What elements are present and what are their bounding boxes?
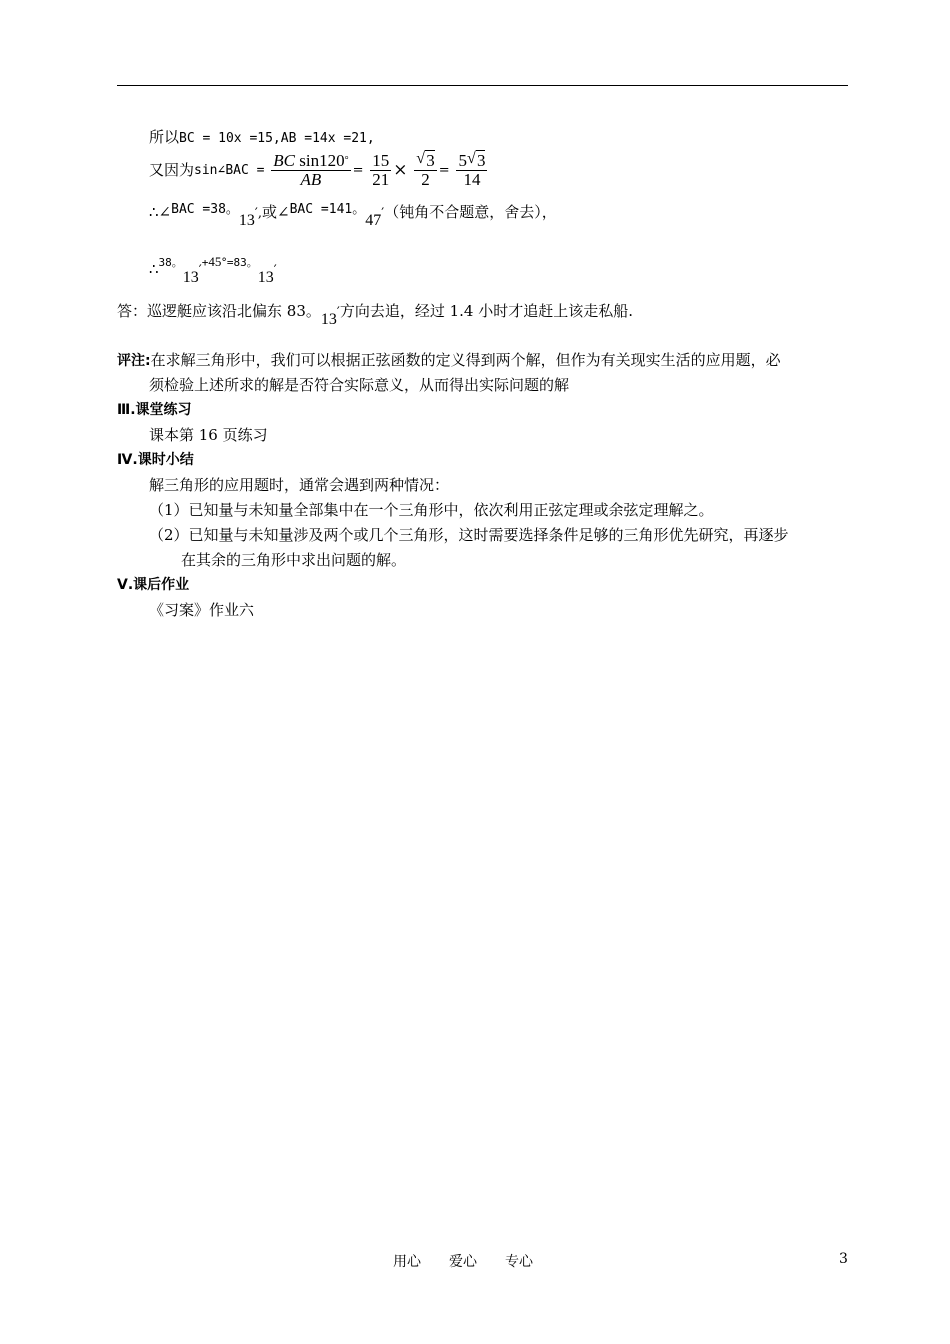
- header-rule: [117, 85, 848, 86]
- line-comment-continued: 须检验上述所求的解是否符合实际意义，从而得出实际问题的解: [149, 376, 570, 394]
- line-angle-solutions: ∴∠BAC =38。13′,或∠BAC =141。47′（钝角不合题意，舍去），: [149, 202, 557, 229]
- line-sin-bac-formula: 又因为sin∠BAC = $\frac{BC \sin 120^\circ}{AB}$ = $\frac{15}{21}$ × √ 3 2 = 5 √ 3 14: [149, 150, 486, 189]
- line-homework-text: 《习案》作业六: [149, 601, 255, 619]
- line-summary-case-2-continued: 在其余的三角形中求出问题的解。: [181, 551, 407, 569]
- footer-motto: 用心 爱心 专心: [393, 1254, 533, 1270]
- sqrt-symbol: √ 3: [416, 150, 435, 170]
- fraction-sqrt3-over-2: √ 3 2: [416, 150, 435, 189]
- line-exercise-text: 课本第 16 页练习: [149, 426, 268, 444]
- section-homework: Ⅴ.课后作业: [117, 577, 190, 593]
- line-summary-case-1: （1）已知量与未知量全部集中在一个三角形中，依次利用正弦定理或余弦定理解之。: [149, 501, 714, 519]
- section-lesson-summary: Ⅳ.课时小结: [117, 452, 194, 468]
- line-bearing-sum: $\therefore^{38。}13'^+45^{^\circ=83。}13'$: [149, 254, 277, 286]
- section-class-exercise: Ⅲ.课堂练习: [117, 402, 192, 418]
- fraction-5sqrt3-over-14: 5 √ 3 14: [458, 150, 486, 189]
- line-answer: 答：巡逻艇应该沿北偏东 83。13′方向去追，经过 1.4 小时才追赶上该走私船.: [117, 302, 633, 328]
- line-comment: 评注:在求解三角形中，我们可以根据正弦函数的定义得到两个解，但作为有关现实生活的应用题，必: [117, 351, 781, 369]
- fraction-bc-sin120-over-ab: $\frac{BC \sin 120^\circ}{AB}$: [273, 151, 349, 189]
- sqrt-symbol: √ 3: [466, 150, 486, 170]
- line-summary-case-2: （2）已知量与未知量涉及两个或几个三角形，这时需要选择条件足够的三角形优先研究，再逐步: [149, 526, 789, 544]
- page-number: 3: [839, 1251, 848, 1267]
- line-summary-intro: 解三角形的应用题时，通常会遇到两种情况：: [149, 476, 450, 494]
- fraction-15-over-21: $\frac{15}{21}$: [372, 151, 390, 189]
- line-bc-ab-values: 所以BC = 10x =15,AB =14x =21,: [149, 128, 375, 146]
